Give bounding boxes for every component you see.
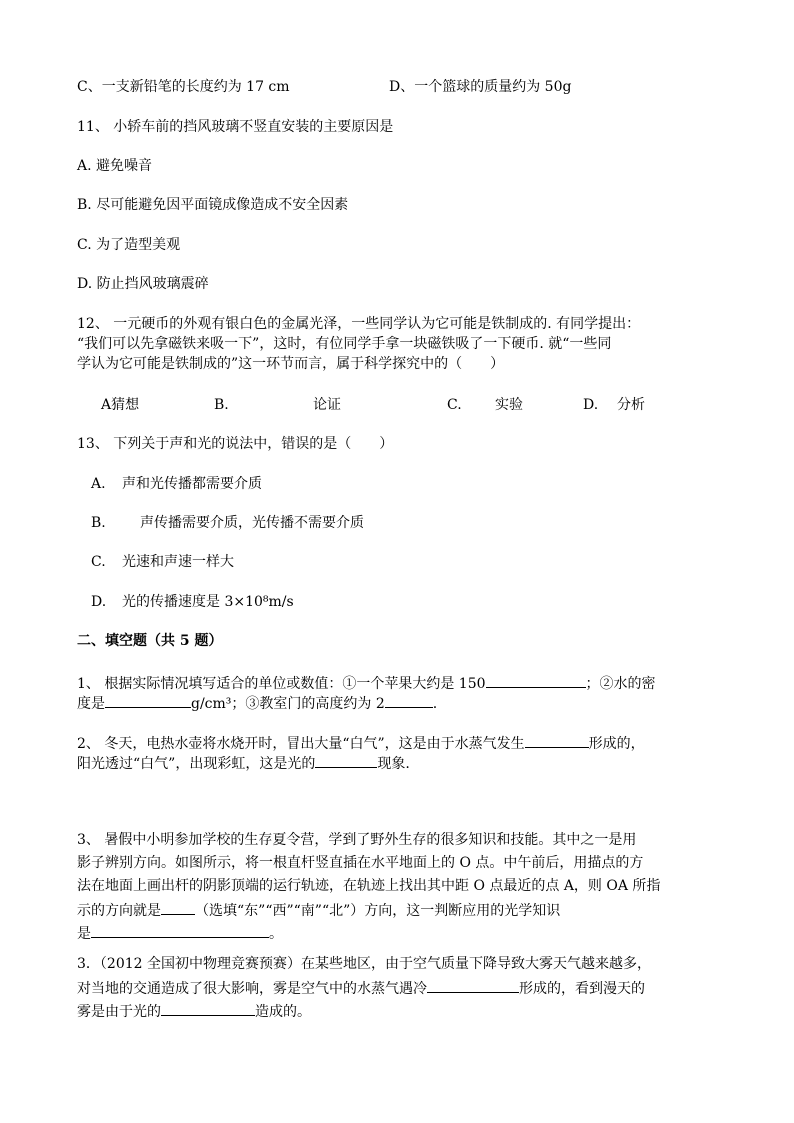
section-title: 二、填空题（共 5 题） xyxy=(77,633,223,649)
q13-option-a-letter: A. xyxy=(91,476,106,492)
q12-option-c-text: 实验 xyxy=(495,397,523,413)
q13-stem: 13、 下列关于声和光的说法中，错误的是（ ） xyxy=(77,436,394,452)
answer-blank[interactable] xyxy=(385,692,433,708)
fill1-text-d: g/cm³；③教室门的高度约为 2 xyxy=(191,696,385,712)
answer-blank[interactable] xyxy=(525,732,589,748)
q13-option-c-text: 光速和声速一样大 xyxy=(122,554,234,570)
q12-option-b-letter: B. xyxy=(214,397,229,413)
q12-stem-line1: 12、 一元硬币的外观有银白色的金属光泽，一些同学认为它可能是铁制成的. 有同学提出： xyxy=(77,316,641,332)
fill1-line2 xyxy=(77,692,437,714)
fill3-text-d: 。 xyxy=(269,926,283,942)
fill3-text-a: 示的方向就是 xyxy=(77,903,161,919)
answer-blank[interactable] xyxy=(486,672,586,688)
q11-stem: 11、 小轿车前的挡风玻璃不竖直安装的主要原因是 xyxy=(77,119,394,135)
q11-option-c: C. 为了造型美观 xyxy=(77,237,181,253)
q13-option-d-text: 光的传播速度是 3×10⁸m/s xyxy=(122,594,294,610)
fill3-line2: 影子辨别方向。如图所示，将一根直杆竖直插在水平地面上的 O 点。中午前后，用描点的方 xyxy=(77,855,644,871)
q11-option-d: D. 防止挡风玻璃震碎 xyxy=(77,276,209,292)
fill3-line3: 法在地面上画出杆的阴影顶端的运行轨迹，在轨迹上找出其中距 O 点最近的点 A，则 OA 所指 xyxy=(77,878,661,894)
fill1-text-e: . xyxy=(432,696,438,712)
fill3-line5 xyxy=(77,922,283,944)
q12-option-d-text: 分析 xyxy=(617,397,645,413)
fill1-text-a: 1、 根据实际情况填写适合的单位或数值：①一个苹果大约是 150 xyxy=(77,676,486,692)
q13-option-b-text: 声传播需要介质，光传播不需要介质 xyxy=(140,515,364,531)
q12-option-d-letter: D. xyxy=(583,397,599,413)
q10-option-d: D、一个篮球的质量约为 50g xyxy=(389,79,572,95)
fill4-text-a: 对当地的交通造成了很大影响，雾是空气中的水蒸气遇冷 xyxy=(77,981,427,997)
fill2-line1 xyxy=(77,732,645,754)
fill4-line3 xyxy=(77,1000,311,1022)
fill1-text-b: ；②水的密 xyxy=(585,676,656,692)
q13-option-d-letter: D. xyxy=(91,594,107,610)
answer-blank[interactable] xyxy=(161,899,195,915)
fill4-line2 xyxy=(77,977,645,999)
fill2-text-b: 形成的， xyxy=(588,736,645,752)
answer-blank[interactable] xyxy=(91,922,269,938)
q12-stem-line3: 学认为它可能是铁制成的”这一环节而言，属于科学探究中的（ ） xyxy=(77,356,505,372)
q13-option-a-text: 声和光传播都需要介质 xyxy=(122,476,262,492)
fill3-text-b: （选填“东”“西”“南”“北”）方向，这一判断应用的光学知识 xyxy=(195,903,561,919)
answer-blank[interactable] xyxy=(315,752,377,768)
fill2-line2 xyxy=(77,752,410,774)
q12-option-c-letter: C. xyxy=(447,397,462,413)
q10-option-c: C、一支新铅笔的长度约为 17 cm xyxy=(77,79,290,95)
q12-stem-line2: “我们可以先拿磁铁来吸一下”，这时，有位同学手拿一块磁铁吸了一下硬币. 就“一些同 xyxy=(77,336,612,352)
answer-blank[interactable] xyxy=(161,1000,255,1016)
fill4-line1: 3．（2012 全国初中物理竞赛预赛）在某些地区，由于空气质量下降导致大雾天气越来越多， xyxy=(77,956,651,972)
answer-blank[interactable] xyxy=(105,692,191,708)
fill2-text-a: 2、 冬天，电热水壶将水烧开时，冒出大量“白气”，这是由于水蒸气发生 xyxy=(77,736,525,752)
fill1-text-c: 度是 xyxy=(77,696,105,712)
q12-option-a: A猜想 xyxy=(101,397,140,413)
fill3-text-c: 是 xyxy=(77,926,91,942)
q13-option-c-letter: C. xyxy=(91,554,106,570)
q11-option-b: B. 尽可能避免因平面镜成像造成不安全因素 xyxy=(77,197,349,213)
fill4-text-b: 形成的，看到漫天的 xyxy=(519,981,645,997)
fill2-text-c: 阳光透过“白气”，出现彩虹，这是光的 xyxy=(77,756,316,772)
q13-option-b-letter: B. xyxy=(91,515,106,531)
q11-option-a: A. 避免噪音 xyxy=(77,158,153,174)
answer-blank[interactable] xyxy=(427,977,519,993)
fill3-line4 xyxy=(77,899,560,921)
fill3-line1: 3、 暑假中小明参加学校的生存夏令营，学到了野外生存的很多知识和技能。其中之一是用 xyxy=(77,832,637,848)
fill4-text-c: 雾是由于光的 xyxy=(77,1004,161,1020)
q12-option-b-text: 论证 xyxy=(313,397,341,413)
fill4-text-d: 造成的。 xyxy=(255,1004,311,1020)
fill1-line1 xyxy=(77,672,656,694)
fill2-text-d: 现象. xyxy=(377,756,410,772)
